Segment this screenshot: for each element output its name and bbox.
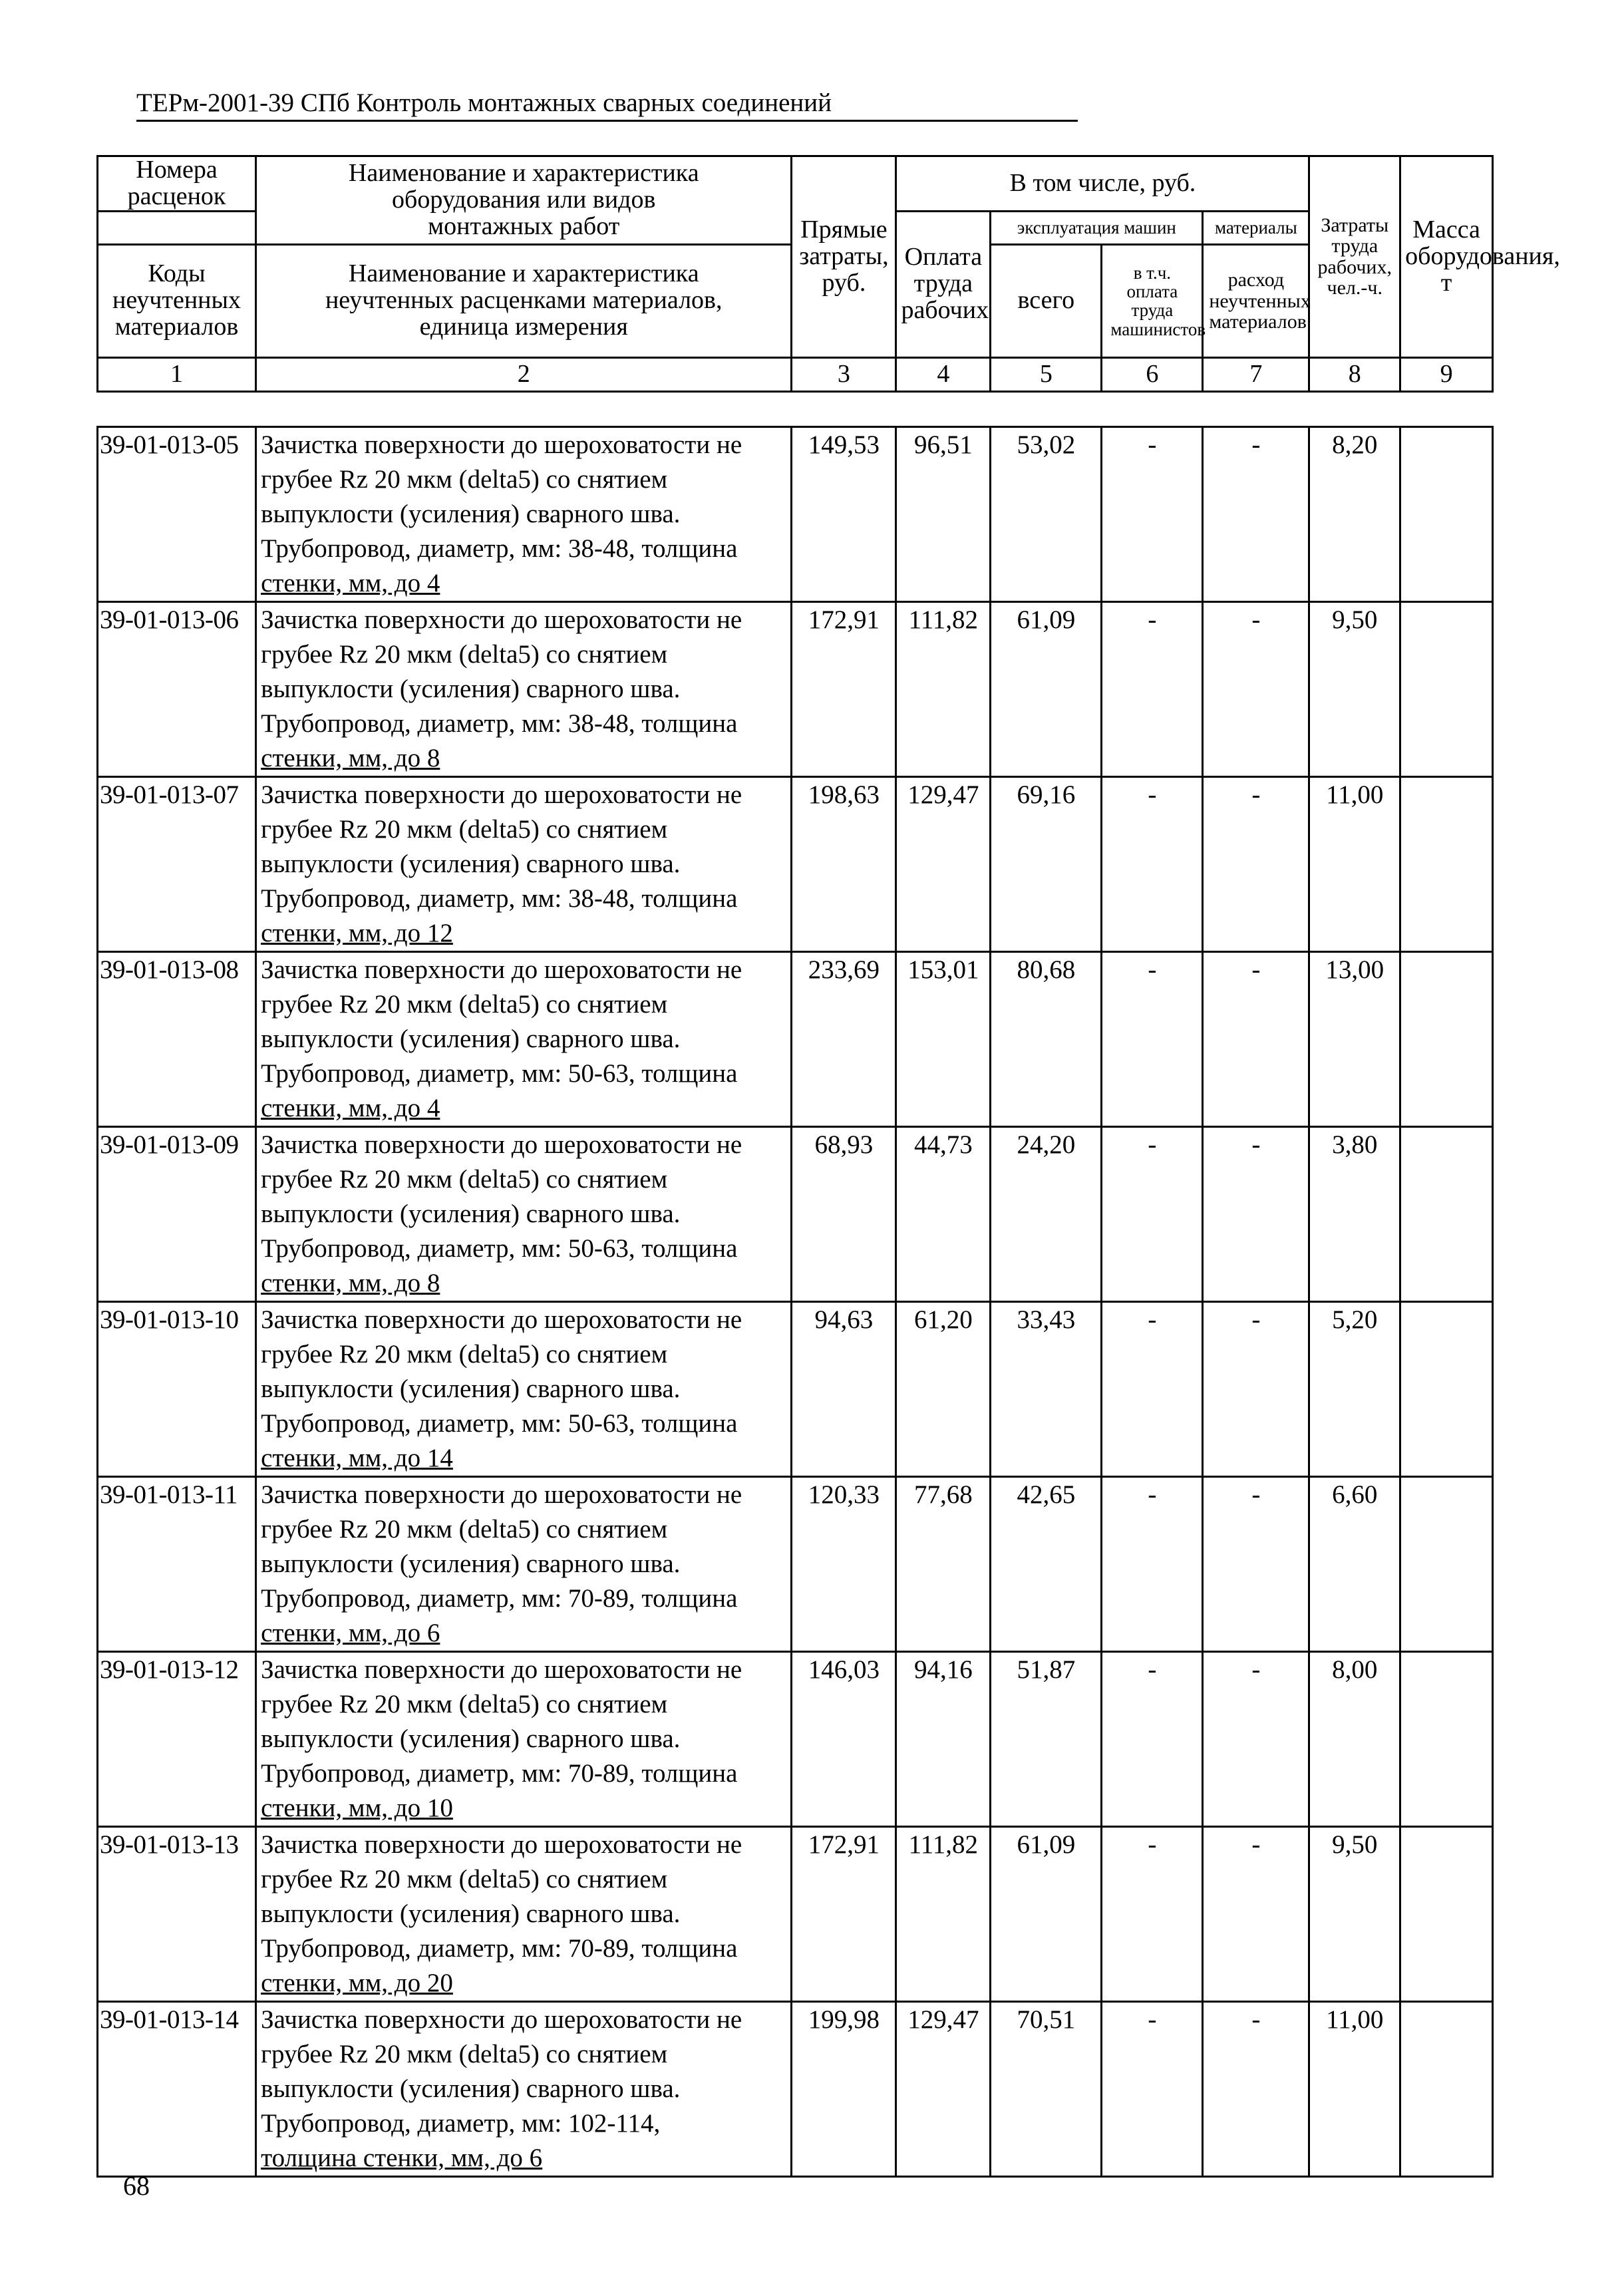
direct-costs: 94,63: [792, 1302, 896, 1477]
description-line: грубее Rz 20 мкм (delta5) со снятием: [261, 1690, 668, 1718]
labor-hours: 9,50: [1309, 1827, 1400, 2002]
labor-pay: 129,47: [896, 777, 991, 952]
header-equipment-mass: Масса оборудования, т: [1400, 156, 1493, 358]
description-line: стенки, мм, до 4: [261, 569, 440, 597]
description-line: Трубопровод, диаметр, мм: 38-48, толщина: [261, 884, 738, 913]
machines-total: 70,51: [991, 2002, 1102, 2177]
description-line: Трубопровод, диаметр, мм: 70-89, толщина: [261, 1759, 738, 1788]
direct-costs: 198,63: [792, 777, 896, 952]
unaccounted-materials: -: [1203, 602, 1309, 777]
labor-hours: 8,00: [1309, 1652, 1400, 1827]
table-header: [96, 155, 1560, 393]
direct-costs: 120,33: [792, 1477, 896, 1652]
column-number: 5: [991, 357, 1102, 391]
description-line: Зачистка поверхности до шероховатости не: [261, 1305, 742, 1334]
labor-hours: 3,80: [1309, 1127, 1400, 1302]
rate-code: 39-01-013-14: [98, 2002, 256, 2177]
table-row: [98, 1302, 1493, 1477]
rate-code: 39-01-013-07: [98, 777, 256, 952]
table-row: [98, 602, 1493, 777]
rate-description: [256, 2002, 792, 2177]
column-number: 6: [1102, 357, 1203, 391]
description-line: Трубопровод, диаметр, мм: 50-63, толщина: [261, 1409, 738, 1438]
description-line: стенки, мм, до 8: [261, 1269, 440, 1297]
unaccounted-materials: -: [1203, 427, 1309, 602]
description-line: грубее Rz 20 мкм (delta5) со снятием: [261, 990, 668, 1019]
description-line: Зачистка поверхности до шероховатости не: [261, 2005, 742, 2034]
labor-pay: 96,51: [896, 427, 991, 602]
column-number: 2: [256, 357, 792, 391]
description-line: грубее Rz 20 мкм (delta5) со снятием: [261, 1865, 668, 1893]
description-line: Трубопровод, диаметр, мм: 70-89, толщина: [261, 1934, 738, 1963]
equipment-mass: [1400, 1652, 1493, 1827]
machinists-pay: -: [1102, 952, 1203, 1127]
description-line: грубее Rz 20 мкм (delta5) со снятием: [261, 640, 668, 669]
labor-hours: 8,20: [1309, 427, 1400, 602]
header-material-codes: Коды неучтенных материалов: [98, 244, 256, 357]
column-number: 7: [1203, 357, 1309, 391]
direct-costs: 146,03: [792, 1652, 896, 1827]
description-line: грубее Rz 20 мкм (delta5) со снятием: [261, 815, 668, 844]
machines-total: 42,65: [991, 1477, 1102, 1652]
column-number: 1: [98, 357, 256, 391]
labor-pay: 44,73: [896, 1127, 991, 1302]
description-line: Зачистка поверхности до шероховатости не: [261, 780, 742, 809]
equipment-mass: [1400, 952, 1493, 1127]
description-line: грубее Rz 20 мкм (delta5) со снятием: [261, 465, 668, 494]
rate-description: [256, 952, 792, 1127]
machinists-pay: -: [1102, 1827, 1203, 2002]
machinists-pay: -: [1102, 602, 1203, 777]
rate-description: [256, 1652, 792, 1827]
machines-total: 33,43: [991, 1302, 1102, 1477]
table-row: [98, 777, 1493, 952]
equipment-mass: [1400, 2002, 1493, 2177]
rate-description: [256, 1302, 792, 1477]
rate-description: [256, 1827, 792, 2002]
rate-code: 39-01-013-09: [98, 1127, 256, 1302]
labor-pay: 94,16: [896, 1652, 991, 1827]
unaccounted-materials: -: [1203, 2002, 1309, 2177]
table-row: [98, 1652, 1493, 1827]
description-line: грубее Rz 20 мкм (delta5) со снятием: [261, 1165, 668, 1194]
machines-total: 51,87: [991, 1652, 1102, 1827]
description-line: грубее Rz 20 мкм (delta5) со снятием: [261, 1340, 668, 1369]
header-column-numbers: [98, 357, 1493, 391]
description-line: выпуклости (усиления) сварного шва.: [261, 1899, 681, 1928]
description-line: Зачистка поверхности до шероховатости не: [261, 1480, 742, 1509]
header-material-name: Наименование и характеристика неучтенных расценками материалов, единица измерения: [256, 244, 792, 357]
description-line: Зачистка поверхности до шероховатости не: [261, 1655, 742, 1684]
unaccounted-materials: -: [1203, 1652, 1309, 1827]
header-including: В том числе, руб.: [896, 156, 1309, 212]
labor-hours: 6,60: [1309, 1477, 1400, 1652]
direct-costs: 68,93: [792, 1127, 896, 1302]
rate-code: 39-01-013-11: [98, 1477, 256, 1652]
column-number: 8: [1309, 357, 1400, 391]
description-line: стенки, мм, до 6: [261, 1619, 440, 1647]
unaccounted-materials: -: [1203, 1827, 1309, 2002]
equipment-mass: [1400, 602, 1493, 777]
table-row: [98, 1827, 1493, 2002]
rate-code: 39-01-013-05: [98, 427, 256, 602]
description-line: грубее Rz 20 мкм (delta5) со снятием: [261, 1515, 668, 1544]
rate-description: [256, 427, 792, 602]
rates-table: [96, 426, 1494, 2178]
rate-description: [256, 1127, 792, 1302]
table-row: [98, 2002, 1493, 2177]
rate-description: [256, 1477, 792, 1652]
description-line: толщина стенки, мм, до 6: [261, 2144, 543, 2172]
machinists-pay: -: [1102, 777, 1203, 952]
description-line: Трубопровод, диаметр, мм: 50-63, толщина: [261, 1234, 738, 1263]
description-line: Трубопровод, диаметр, мм: 38-48, толщина: [261, 709, 738, 738]
header-materials: материалы: [1203, 211, 1309, 244]
unaccounted-materials: -: [1203, 1127, 1309, 1302]
description-line: стенки, мм, до 4: [261, 1094, 440, 1122]
machines-total: 80,68: [991, 952, 1102, 1127]
description-line: Зачистка поверхности до шероховатости не: [261, 430, 742, 459]
description-line: Трубопровод, диаметр, мм: 50-63, толщина: [261, 1059, 738, 1088]
table-row: [98, 952, 1493, 1127]
labor-hours: 9,50: [1309, 602, 1400, 777]
header-direct-costs: Прямые затраты, руб.: [792, 156, 896, 358]
header-machinists-pay: в т.ч. оплата труда машинистов: [1102, 244, 1203, 357]
labor-pay: 77,68: [896, 1477, 991, 1652]
description-line: выпуклости (усиления) сварного шва.: [261, 1375, 681, 1403]
rate-code: 39-01-013-06: [98, 602, 256, 777]
column-number: 9: [1400, 357, 1493, 391]
header-work-name: Наименование и характеристика оборудования или видов монтажных работ: [256, 156, 792, 245]
labor-hours: 11,00: [1309, 2002, 1400, 2177]
description-line: Зачистка поверхности до шероховатости не: [261, 1130, 742, 1159]
direct-costs: 199,98: [792, 2002, 896, 2177]
description-line: Трубопровод, диаметр, мм: 38-48, толщина: [261, 534, 738, 563]
rate-code: 39-01-013-08: [98, 952, 256, 1127]
header-labor-hours: Затраты труда рабочих, чел.-ч.: [1309, 156, 1400, 358]
labor-pay: 129,47: [896, 2002, 991, 2177]
description-line: стенки, мм, до 14: [261, 1444, 453, 1472]
equipment-mass: [1400, 1127, 1493, 1302]
equipment-mass: [1400, 1302, 1493, 1477]
description-line: выпуклости (усиления) сварного шва.: [261, 500, 681, 528]
labor-pay: 111,82: [896, 602, 991, 777]
rate-description: [256, 602, 792, 777]
description-line: Трубопровод, диаметр, мм: 102-114,: [261, 2109, 661, 2138]
unaccounted-materials: -: [1203, 1302, 1309, 1477]
machinists-pay: -: [1102, 2002, 1203, 2177]
page-header-title: ТЕРм-2001-39 СПб Контроль монтажных сварных соединений: [136, 88, 1078, 122]
description-line: стенки, мм, до 10: [261, 1794, 453, 1822]
header-machines-total: всего: [991, 244, 1102, 357]
machinists-pay: -: [1102, 1652, 1203, 1827]
rate-description: [256, 777, 792, 952]
direct-costs: 172,91: [792, 602, 896, 777]
labor-hours: 5,20: [1309, 1302, 1400, 1477]
labor-hours: 11,00: [1309, 777, 1400, 952]
header-unaccounted-materials: расход неучтенных материалов: [1203, 244, 1309, 357]
equipment-mass: [1400, 427, 1493, 602]
table-row: [98, 427, 1493, 602]
machines-total: 69,16: [991, 777, 1102, 952]
labor-pay: 61,20: [896, 1302, 991, 1477]
rate-code: 39-01-013-10: [98, 1302, 256, 1477]
equipment-mass: [1400, 1827, 1493, 2002]
header-machine-operation: эксплуатация машин: [991, 211, 1203, 244]
description-line: выпуклости (усиления) сварного шва.: [261, 2074, 681, 2103]
machines-total: 24,20: [991, 1127, 1102, 1302]
direct-costs: 172,91: [792, 1827, 896, 2002]
description-line: выпуклости (усиления) сварного шва.: [261, 1025, 681, 1053]
header-divider-left: [98, 211, 256, 244]
description-line: выпуклости (усиления) сварного шва.: [261, 1550, 681, 1578]
description-line: Зачистка поверхности до шероховатости не: [261, 1830, 742, 1859]
description-line: стенки, мм, до 8: [261, 744, 440, 772]
machines-total: 53,02: [991, 427, 1102, 602]
header-rate-numbers: Номера расценок: [98, 156, 256, 212]
description-line: стенки, мм, до 20: [261, 1969, 453, 1997]
description-line: грубее Rz 20 мкм (delta5) со снятием: [261, 2040, 668, 2068]
description-line: Зачистка поверхности до шероховатости не: [261, 605, 742, 634]
labor-pay: 111,82: [896, 1827, 991, 2002]
description-line: стенки, мм, до 12: [261, 919, 453, 947]
column-number: 3: [792, 357, 896, 391]
machines-total: 61,09: [991, 1827, 1102, 2002]
unaccounted-materials: -: [1203, 777, 1309, 952]
description-line: выпуклости (усиления) сварного шва.: [261, 1724, 681, 1753]
description-line: Зачистка поверхности до шероховатости не: [261, 955, 742, 984]
unaccounted-materials: -: [1203, 952, 1309, 1127]
labor-pay: 153,01: [896, 952, 991, 1127]
description-line: выпуклости (усиления) сварного шва.: [261, 1200, 681, 1228]
machinists-pay: -: [1102, 427, 1203, 602]
machinists-pay: -: [1102, 1477, 1203, 1652]
labor-hours: 13,00: [1309, 952, 1400, 1127]
unaccounted-materials: -: [1203, 1477, 1309, 1652]
description-line: выпуклости (усиления) сварного шва.: [261, 850, 681, 878]
direct-costs: 149,53: [792, 427, 896, 602]
direct-costs: 233,69: [792, 952, 896, 1127]
equipment-mass: [1400, 1477, 1493, 1652]
equipment-mass: [1400, 777, 1493, 952]
header-labor-pay: Оплата труда рабочих: [896, 211, 991, 357]
table-row: [98, 1477, 1493, 1652]
page-number: 68: [123, 2171, 150, 2201]
table-row: [98, 1127, 1493, 1302]
description-line: выпуклости (усиления) сварного шва.: [261, 675, 681, 703]
rate-code: 39-01-013-13: [98, 1827, 256, 2002]
description-line: Трубопровод, диаметр, мм: 70-89, толщина: [261, 1584, 738, 1613]
column-number: 4: [896, 357, 991, 391]
machinists-pay: -: [1102, 1302, 1203, 1477]
rate-code: 39-01-013-12: [98, 1652, 256, 1827]
machines-total: 61,09: [991, 602, 1102, 777]
machinists-pay: -: [1102, 1127, 1203, 1302]
